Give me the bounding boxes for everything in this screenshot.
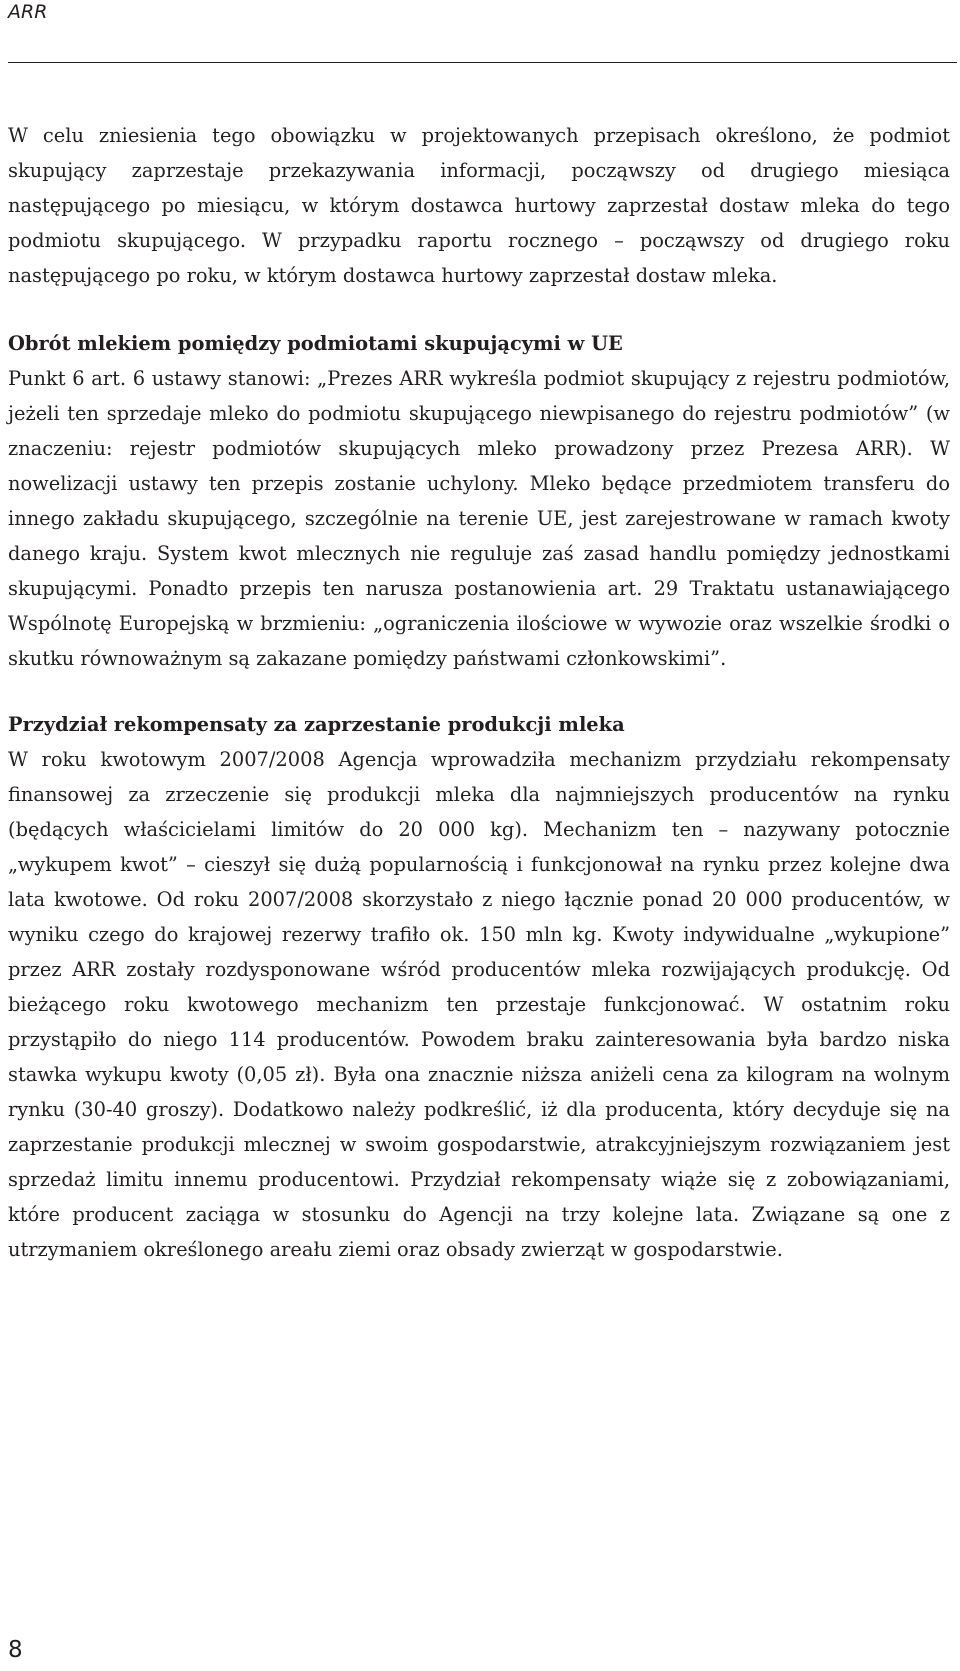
running-header: ARR — [8, 1, 48, 23]
section-heading-trade: Obrót mlekiem pomiędzy podmiotami skupującymi w UE — [8, 332, 623, 355]
header-divider — [8, 62, 957, 63]
page-body — [8, 118, 950, 1267]
trade-paragraph: Punkt 6 art. 6 ustawy stanowi: „Prezes ARR wykreśla podmiot skupujący z rejestru podmiotów, jeżeli ten sprzedaje mleko do podmiotu skupującego niewpisanego do rejestru podmiotów” (w znaczeniu: rejestr podmiotów skupujących mleko prowadzony przez Prezesa ARR). W nowelizacji ustawy ten przepis zostanie uchylony. Mleko będące przedmiotem transferu do innego zakładu skupującego, szczególnie na terenie UE, jest zarejestrowane w ramach kwoty danego kraju. System kwot mlecznych nie reguluje zaś zasad handlu pomiędzy jednostkami skupującymi. Ponadto przepis ten narusza postanowienia art. 29 Traktatu ustanawiającego Wspólnotę Europejską w brzmieniu: „ograniczenia ilościowe w wywozie oraz wszelkie środki o skutku równoważnym są zakazane pomiędzy państwami członkowskimi”. — [8, 367, 950, 670]
compensation-paragraph: W roku kwotowym 2007/2008 Agencja wprowadziła mechanizm przydziału rekompensaty finansowej za zrzeczenie się produkcji mleka dla najmniejszych producentów na rynku (będących właścicielami limitów do 20 000 kg). Mechanizm ten – nazywany potocznie „wykupem kwot” – cieszył się dużą popularnością i funkcjonował na rynku przez kolejne dwa lata kwotowe. Od roku 2007/2008 skorzystało z niego łącznie ponad 20 000 producentów, w wyniku czego do krajowej rezerwy trafiło ok. 150 mln kg. Kwoty indywidualne „wykupione” przez ARR zostały rozdysponowane wśród producentów mleka rozwijających produkcję. Od bieżącego roku kwotowego mechanizm ten przestaje funkcjonować. W ostatnim roku przystąpiło do niego 114 producentów. Powodem braku zainteresowania była bardzo niska stawka wykupu kwoty (0,05 zł). Była ona znacznie niższa aniżeli cena za kilogram na wolnym rynku (30-40 groszy). Dodatkowo należy podkreślić, iż dla producenta, który decyduje się na zaprzestanie produkcji mlecznej w swoim gospodarstwie, atrakcyjniejszym rozwiązaniem jest sprzedaż limitu innemu producentowi. Przydział rekompensaty wiąże się z zobowiązaniami, które producent zaciąga w stosunku do Agencji na trzy kolejne lata. Związane są one z utrzymaniem określonego areału ziemi oraz obsady zwierząt w gospodarstwie. — [8, 748, 950, 1261]
section-heading-compensation: Przydział rekompensaty za zaprzestanie produkcji mleka — [8, 713, 625, 736]
section-spacer — [8, 293, 950, 326]
intro-paragraph: W celu zniesienia tego obowiązku w projektowanych przepisach określono, że podmiot skupujący zaprzestaje przekazywania informacji, począwszy od drugiego miesiąca następującego po miesiącu, w którym dostawca hurtowy zaprzestał dostaw mleka do tego podmiotu skupującego. W przypadku raportu rocznego – począwszy od drugiego roku następującego po roku, w którym dostawca hurtowy zaprzestał dostaw mleka. — [8, 124, 950, 287]
page-number: 8 — [8, 1637, 23, 1663]
section-spacer — [8, 676, 950, 707]
